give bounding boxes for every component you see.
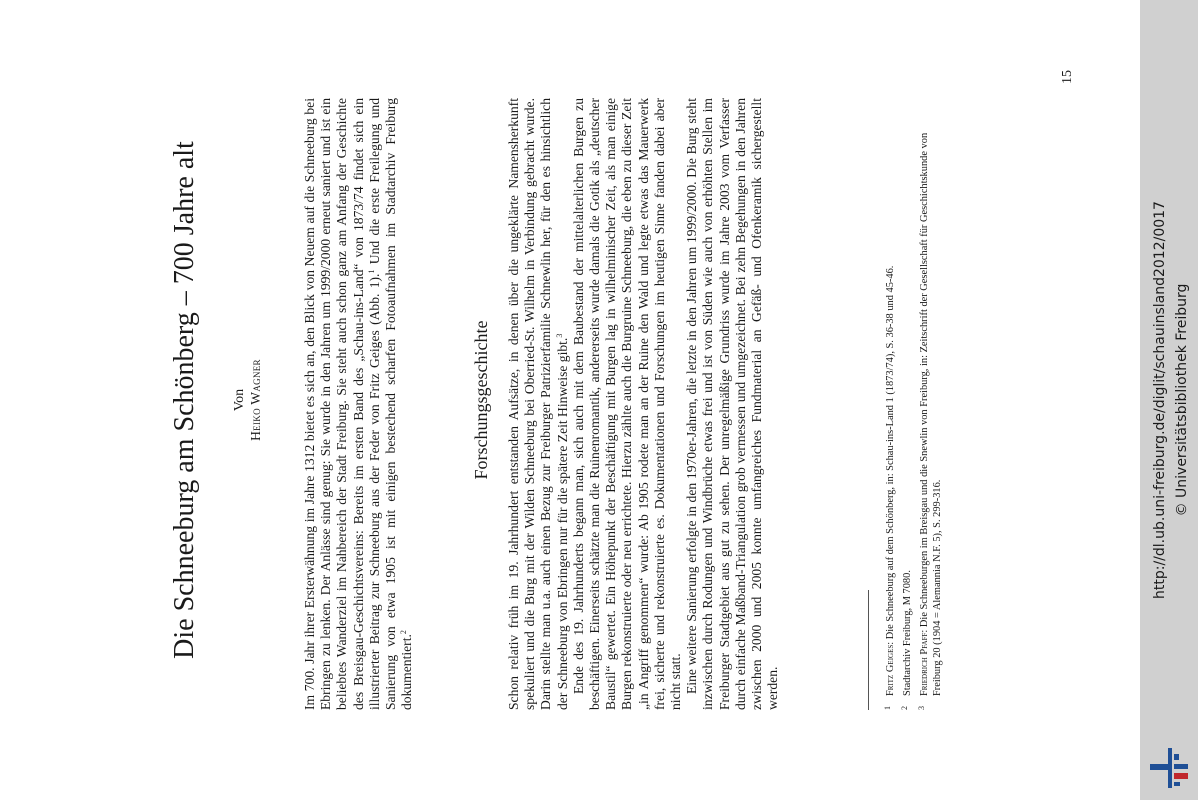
author-last-name: Wagner (248, 359, 263, 405)
logo-vertical-bar (1168, 748, 1172, 788)
paragraph-1 (506, 98, 571, 710)
intro-paragraph-block (302, 98, 415, 710)
logo-left-bar (1150, 764, 1168, 770)
footnotes (882, 98, 946, 710)
footnote-number: 3 (917, 706, 927, 710)
paragraph-2: Ende des 19. Jahrhunderts begann man, sich auch mit dem Baubestand der mittelalterlichen Burgen zu beschäftigen. Einerseits schätzte man die Ruinenromantik, andererseits wurde damals die Gotik als „deutscher Baustil“ gewertet. Ein Höhepunkt der Beschäftigung mit Burgen lag in wilhelminischer Zeit, als man einige Burgen rekonstruierte oder neu errichtete. Hierzu zählte auch die Burgruine Schneeburg, die eben zu dieser Zeit „in Angriff genommen“ wurde: Ab 1905 rodete man an der Ruine den Wald und legte etwas das Mauerwerk frei, sicherte und rekonstruierte es. Dokumentationen und Forschungen im heutigen Sinne fanden dabei aber nicht statt. (570, 98, 684, 710)
byline-von: Von (232, 388, 247, 412)
page-number: 15 (1060, 70, 1075, 84)
logo-red-block (1174, 773, 1188, 779)
permalink-url[interactable]: http://dl.ub.uni-freiburg.de/diglit/schauinsland2012/0017 (1152, 201, 1168, 599)
footnote-author: Friedrich Pfaff (919, 632, 931, 696)
footnote-number: 1 (883, 706, 892, 710)
footnote-1 (882, 98, 897, 710)
intro-text-a: Im 700. Jahr ihrer Ersterwähnung im Jahre 1312 bietet es sich an, den Blick von Neuem auf die Schneeburg bei Ebringen zu lenken. Der Anlässe sind genug: Sie wurde in den Jahren um 1999/2000 erneut saniert und ist ein beliebtes Wanderziel im Nahbereich der Stadt Freiburg. Sie steht auch schon ganz am Anfang der Geschichte des Breisgau-Geschichtsvereins: Bereits im ersten Band des „Schau-ins-Land“ von 1873/74 findet sich ein illustrierter Beitrag zur Schneeburg aus der Feder von Fritz Geiges (Abb. 1). (302, 98, 382, 710)
footnote-ref-2[interactable]: 2 (399, 630, 409, 635)
paragraph-3: Eine weitere Sanierung erfolgte in den 1970er-Jahren, die letzte in den Jahren um 1999/2000. Die Burg steht inzwischen durch Rodungen und Windbrüche etwas frei und ist von Süden wie auch von erhöhten Stellen im Freiburger Stadtgebiet aus gut zu sehen. Der unregelmäßige Grundriss wurde im Jahre 2003 vom Verfasser durch einfache Maßband-Triangulation grob vermessen und umgezeichnet. Bei zehn Begehungen in den Jahren zwischen 2000 und 2005 konnte umfangreiches Fundmaterial an Gefäß- und Ofenkeramik sichergestellt werden. (684, 98, 781, 710)
copyright-notice: © Universitätsbibliothek Freiburg (1174, 283, 1190, 517)
logo-block-3 (1174, 782, 1180, 786)
sidebar-rotated-text (1140, 0, 1198, 800)
intro-text-b: Und die erste Freilegung und Sanierung von etwa 1905 ist mit einigen bestechend scharfen Fotoaufnahmen im Stadtarchiv Freiburg dokumentiert. (366, 98, 415, 710)
body-text (506, 98, 781, 710)
footnote-2 (899, 98, 914, 710)
ub-freiburg-logo-icon[interactable] (1148, 746, 1192, 790)
logo-block-2 (1174, 764, 1188, 769)
footnote-text: Stadtarchiv Freiburg, M 7080. (902, 570, 914, 696)
section-heading: Forschungsgeschichte (471, 320, 491, 480)
byline-author (248, 60, 264, 740)
footnote-text: : Die Schneeburgen im Breisgau und die Snewlin von Freiburg, in: Zeitschrift der Gesellschaft für Geschichtskunde von Freiburg 20 (1904 = Alemannia N.F. 5), S. 299-316. (919, 132, 943, 696)
footnote-ref-1[interactable]: 1 (366, 269, 376, 274)
footnote-author: Fritz Geiges (885, 644, 896, 696)
footnote-ref-3[interactable]: 3 (554, 333, 564, 338)
footnote-text: : Die Schneeburg auf dem Schönberg, in: Schau-ins-Land 1 (1873/74), S. 36-38 und 45-46. (885, 265, 896, 645)
intro-paragraph (302, 98, 415, 710)
logo-block-1 (1174, 754, 1179, 760)
author-first-name: Heiko (248, 408, 263, 441)
footnote-divider (868, 590, 869, 710)
viewer-sidebar (1140, 0, 1198, 800)
paragraph-1-text: Schon relativ früh im 19. Jahrhundert entstanden Aufsätze, in denen über die ungeklärte Namensherkunft spekuliert und die Burg mit der Wilden Schneeburg bei Oberried-St. Wilhelm in Verbindung gebracht wurde. Darin stellte man u.a. auch einen Bezug zur Freiburger Patrizierfamilie Schnewlin her, für den es hinsichtlich der Schneeburg von Ebringen nur für die spätere Zeit Hinweise gibt. (506, 98, 570, 710)
footnote-3 (916, 98, 943, 710)
footnote-number: 2 (900, 706, 910, 710)
article-title: Die Schneeburg am Schönberg – 700 Jahre alt (169, 141, 200, 659)
